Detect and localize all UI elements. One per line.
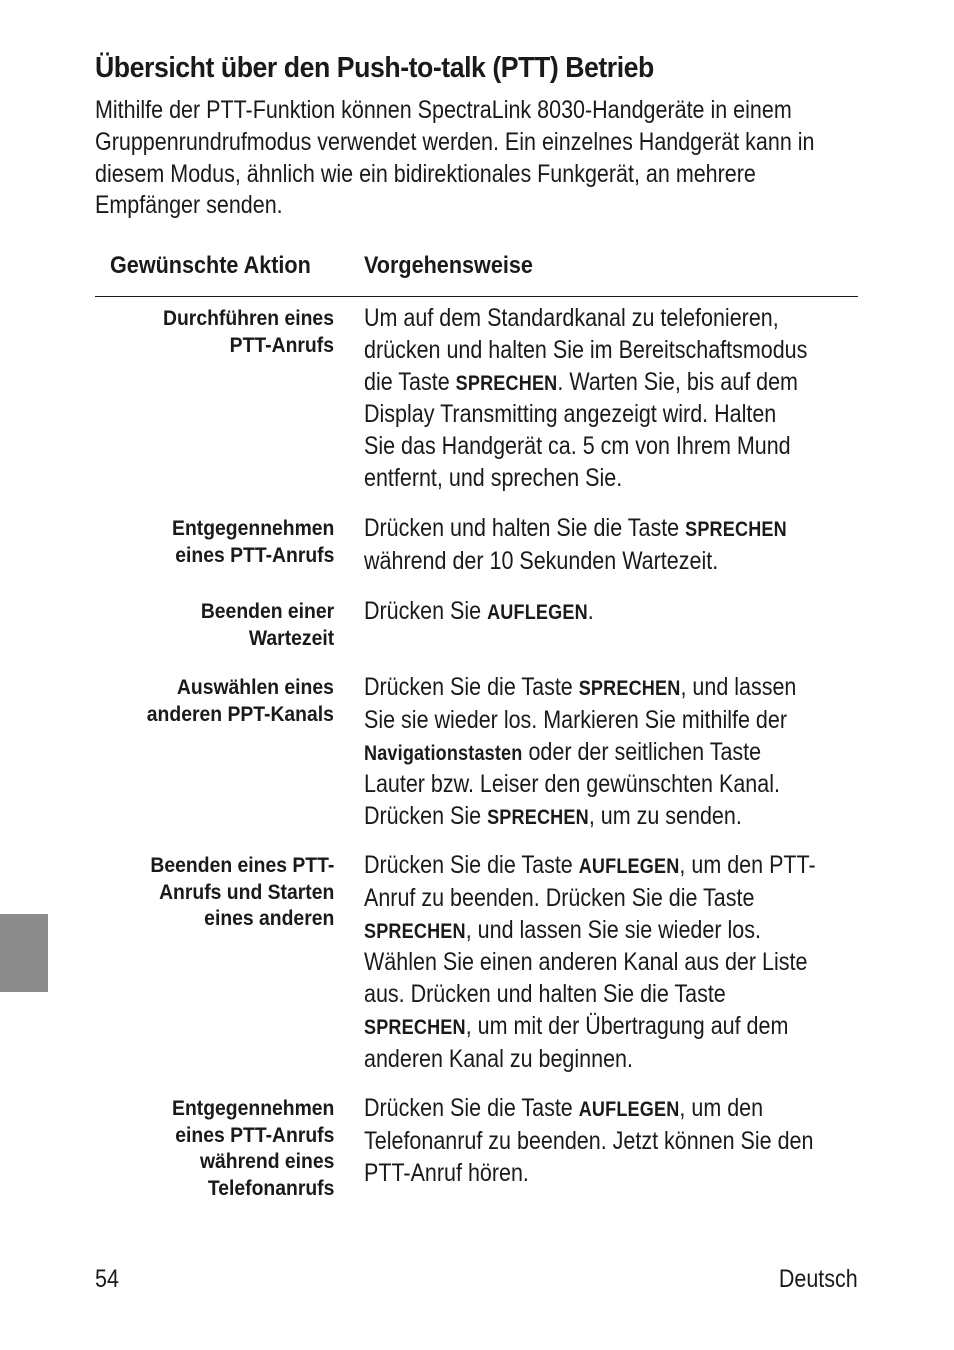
row-label-line: Anrufs und Starten xyxy=(158,879,334,904)
text-run: Drücken Sie die Taste xyxy=(364,673,579,701)
text-run: Drücken und halten Sie die Taste xyxy=(364,514,686,542)
row-text-answer-ptt xyxy=(364,513,846,578)
row-label-line: anderen PPT-Kanals xyxy=(146,701,334,726)
row-label-line: Entgegennehmen xyxy=(171,1096,334,1120)
row-text-line: entfernt, und sprechen Sie. xyxy=(364,463,623,492)
intro-line: Gruppenrundrufmodus verwendet werden. Ein einzelnes Handgerät kann in xyxy=(95,127,815,156)
row-text-line xyxy=(364,1011,846,1044)
column-header-action: Gewünschte Aktion xyxy=(110,252,311,279)
row-text-line: Telefonanruf zu beenden. Jetzt können Sie den xyxy=(364,1126,814,1155)
text-run: Drücken Sie die Taste xyxy=(364,851,579,879)
row-label-line: eines PTT-Anrufs xyxy=(174,542,334,567)
key-auflegen: AUFLEGEN xyxy=(487,601,588,624)
key-sprechen: SPRECHEN xyxy=(685,518,787,541)
key-navigationstasten: Navigationstasten xyxy=(364,741,523,765)
row-label-ptt-call xyxy=(163,305,334,358)
row-text-line xyxy=(364,915,846,948)
row-text-select-channel xyxy=(364,672,846,834)
row-text-end-wait xyxy=(364,596,846,629)
text-run: Drücken Sie die Taste xyxy=(364,1094,579,1122)
row-text-line: Anruf zu beenden. Drücken Sie die Taste xyxy=(364,883,755,912)
row-text-line xyxy=(364,596,846,629)
row-text-line: Sie sie wieder los. Markieren Sie mithilfe der xyxy=(364,705,787,734)
row-text-line: Um auf dem Standardkanal zu telefonieren, xyxy=(364,304,779,332)
row-label-line: während eines xyxy=(199,1149,334,1174)
row-label-line: Entgegennehmen xyxy=(171,516,334,540)
key-auflegen: AUFLEGEN xyxy=(578,855,680,878)
text-run: , um mit der Übertragung auf dem xyxy=(465,1011,789,1040)
row-label-line: Durchführen eines xyxy=(163,306,334,330)
key-sprechen: SPRECHEN xyxy=(578,677,681,700)
row-text-answer-during-call xyxy=(364,1093,846,1189)
row-label-line: Telefonanrufs xyxy=(207,1175,334,1200)
intro-paragraph xyxy=(95,95,815,222)
row-text-line xyxy=(364,801,846,834)
key-sprechen: SPRECHEN xyxy=(364,1015,466,1039)
key-auflegen: AUFLEGEN xyxy=(578,1098,680,1121)
text-run: Drücken Sie xyxy=(364,597,488,625)
row-label-line: eines anderen xyxy=(203,906,334,931)
row-label-line: eines PTT-Anrufs xyxy=(174,1122,334,1147)
column-header-method: Vorgehensweise xyxy=(364,252,533,279)
text-run: , und lassen Sie sie wieder los. xyxy=(465,915,761,944)
key-sprechen: SPRECHEN xyxy=(364,919,466,943)
page-title: Übersicht über den Push-to-talk (PTT) Betrieb xyxy=(95,52,654,84)
row-label-line: PTT-Anrufs xyxy=(229,332,334,357)
row-label-answer-ptt xyxy=(172,515,334,568)
intro-line: Mithilfe der PTT-Funktion können SpectraLink 8030-Handgeräte in einem xyxy=(95,96,792,124)
row-text-line xyxy=(364,1093,846,1126)
text-run: . xyxy=(587,597,594,625)
intro-line: diesem Modus, ähnlich wie ein bidirektionales Funkgerät, an mehrere xyxy=(95,159,756,188)
text-run: die Taste xyxy=(364,367,456,396)
row-label-line: Wartezeit xyxy=(248,625,334,650)
text-run: oder der seitlichen Taste xyxy=(522,737,762,766)
text-run: Drücken Sie xyxy=(364,802,488,831)
text-run: , um den PTT- xyxy=(679,851,816,879)
row-text-line: drücken und halten Sie im Bereitschaftsmodus xyxy=(364,335,808,364)
row-label-line: Beenden eines PTT- xyxy=(150,853,334,877)
section-tab-marker xyxy=(0,914,48,992)
row-label-end-wait xyxy=(201,598,334,651)
row-text-line xyxy=(364,850,846,883)
intro-line: Empfänger senden. xyxy=(95,191,283,220)
text-run: , um zu senden. xyxy=(588,802,742,831)
key-sprechen: SPRECHEN xyxy=(455,371,558,395)
row-label-answer-during-call xyxy=(172,1095,334,1201)
row-text-line xyxy=(364,737,846,770)
row-text-line: aus. Drücken und halten Sie die Taste xyxy=(364,980,726,1009)
row-text-line: während der 10 Sekunden Wartezeit. xyxy=(364,546,719,575)
row-text-line: Display Transmitting angezeigt wird. Halten xyxy=(364,400,777,429)
header-divider xyxy=(95,296,858,297)
row-text-line xyxy=(364,672,846,705)
row-text-line: Lauter bzw. Leiser den gewünschten Kanal. xyxy=(364,770,780,799)
row-text-line: Wählen Sie einen anderen Kanal aus der Liste xyxy=(364,948,808,977)
key-sprechen: SPRECHEN xyxy=(487,806,589,830)
page-number: 54 xyxy=(95,1265,119,1293)
row-label-line: Beenden einer xyxy=(200,599,334,623)
text-run: , um den xyxy=(679,1094,764,1122)
row-label-end-and-start xyxy=(150,852,334,932)
row-text-line: PTT-Anruf hören. xyxy=(364,1158,529,1187)
row-text-line xyxy=(364,513,846,546)
row-label-line: Auswählen eines xyxy=(176,675,334,699)
row-text-line: anderen Kanal zu beginnen. xyxy=(364,1044,633,1073)
row-text-line xyxy=(364,367,846,400)
footer-language: Deutsch xyxy=(779,1265,858,1293)
text-run: , und lassen xyxy=(680,673,797,701)
row-text-ptt-call xyxy=(364,303,846,495)
row-text-end-and-start xyxy=(364,850,846,1076)
row-text-line: Sie das Handgerät ca. 5 cm von Ihrem Mund xyxy=(364,432,791,461)
text-run: . Warten Sie, bis auf dem xyxy=(557,367,798,396)
row-label-select-channel xyxy=(147,674,334,727)
